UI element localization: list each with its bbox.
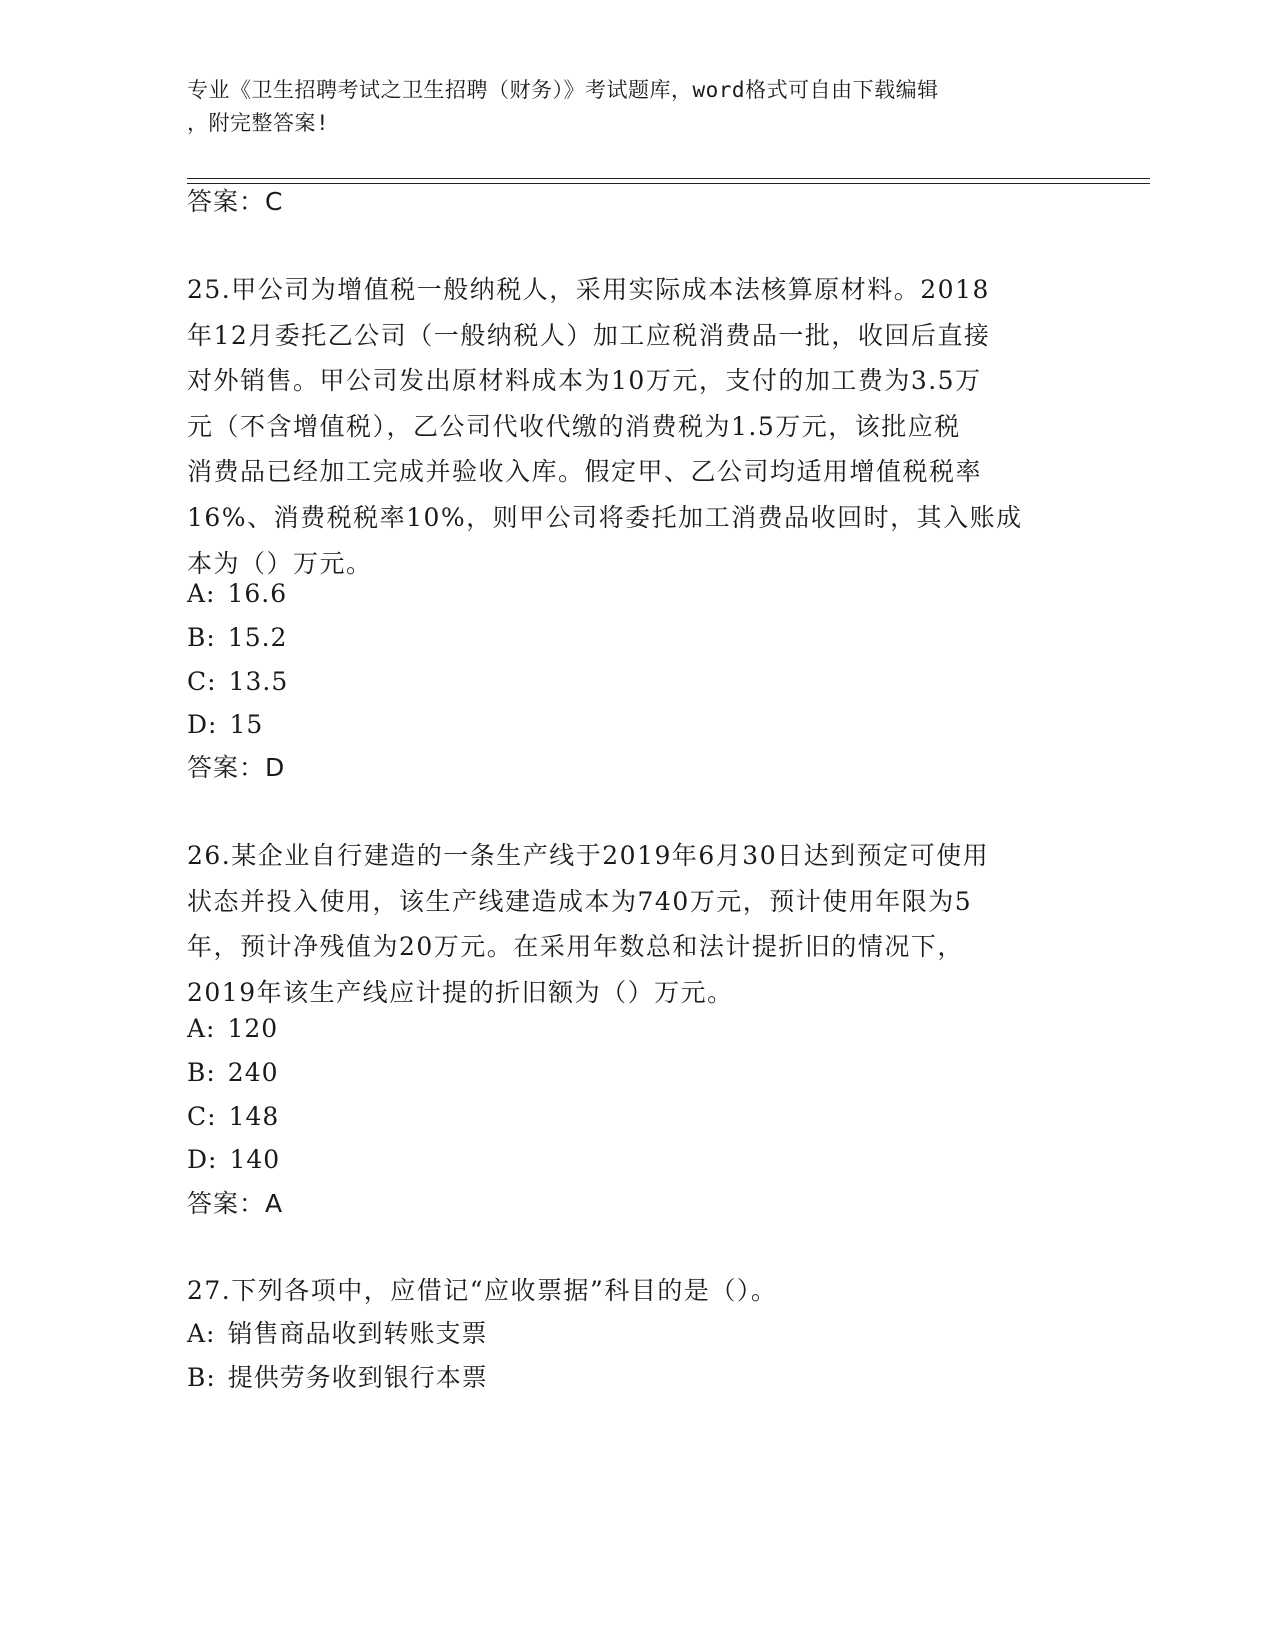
option-a [187, 1011, 278, 1047]
header-line-2: ，附完整答案! [187, 111, 330, 135]
question-line: 对外销售。甲公司发出原材料成本为10万元，支付的加工费为3.5万 [187, 366, 982, 396]
option-b [187, 1055, 279, 1091]
question-line: 消费品已经加工完成并验收入库。假定甲、乙公司均适用增值税税率 [187, 457, 983, 487]
question-line: 年，预计净残值为20万元。在采用年数总和法计提折旧的情况下， [187, 932, 964, 962]
question-line: 27.下列各项中，应借记“应收票据”科目的是（）。 [187, 1276, 778, 1305]
option-text: 120 [227, 1014, 279, 1043]
question-line: 状态并投入使用，该生产线建造成本为740万元，预计使用年限为5 [187, 886, 973, 916]
question-line: 本为（）万元。 [187, 548, 373, 578]
question-26 [187, 833, 1077, 1015]
option-c [187, 1099, 279, 1135]
option-text: 148 [228, 1102, 280, 1131]
question-line: 年12月委托乙公司（一般纳税人）加工应税消费品一批，收回后直接 [187, 320, 991, 350]
answer-25: 答案：D [187, 753, 286, 782]
option-text: 销售商品收到转账支票 [227, 1319, 488, 1348]
answer-previous: 答案：C [187, 187, 284, 216]
answer-26: 答案：A [187, 1189, 284, 1218]
question-line: 2019年该生产线应计提的折旧额为（）万元。 [187, 977, 734, 1007]
option-key: A: [187, 1014, 216, 1043]
header-divider-top [187, 178, 1150, 179]
header-line-1: 专业《卫生招聘考试之卫生招聘（财务）》考试题库，word格式可自由下载编辑 [187, 78, 939, 102]
option-text: 13.5 [228, 667, 289, 696]
option-a [187, 1316, 488, 1352]
option-b [187, 1360, 488, 1396]
option-text: 240 [227, 1058, 279, 1087]
option-text: 15 [229, 710, 264, 739]
document-header [187, 74, 1087, 140]
question-25 [187, 267, 1077, 586]
question-27 [187, 1268, 1077, 1314]
option-key: C: [187, 1102, 217, 1131]
option-text: 140 [229, 1145, 281, 1174]
option-d [187, 1142, 280, 1178]
option-key: A: [187, 1319, 216, 1348]
option-key: C: [187, 667, 217, 696]
option-key: D: [187, 710, 218, 739]
option-key: A: [187, 579, 216, 608]
option-a [187, 576, 287, 612]
option-b [187, 620, 287, 656]
question-line: 26.某企业自行建造的一条生产线于2019年6月30日达到预定可使用 [187, 841, 990, 870]
option-d [187, 707, 263, 743]
option-key: B: [187, 1058, 216, 1087]
option-text: 16.6 [227, 579, 288, 608]
option-key: B: [187, 1363, 216, 1392]
question-line: 16%、消费税税率10%，则甲公司将委托加工消费品收回时，其入账成 [187, 502, 1023, 532]
header-divider-bottom [187, 183, 1150, 184]
question-line: 元（不含增值税），乙公司代收代缴的消费税为1.5万元，该批应税 [187, 411, 961, 441]
option-c [187, 664, 288, 700]
option-key: D: [187, 1145, 218, 1174]
option-key: B: [187, 623, 216, 652]
option-text: 提供劳务收到银行本票 [227, 1363, 488, 1392]
question-line: 25.甲公司为增值税一般纳税人，采用实际成本法核算原材料。2018 [187, 275, 990, 304]
option-text: 15.2 [227, 623, 288, 652]
